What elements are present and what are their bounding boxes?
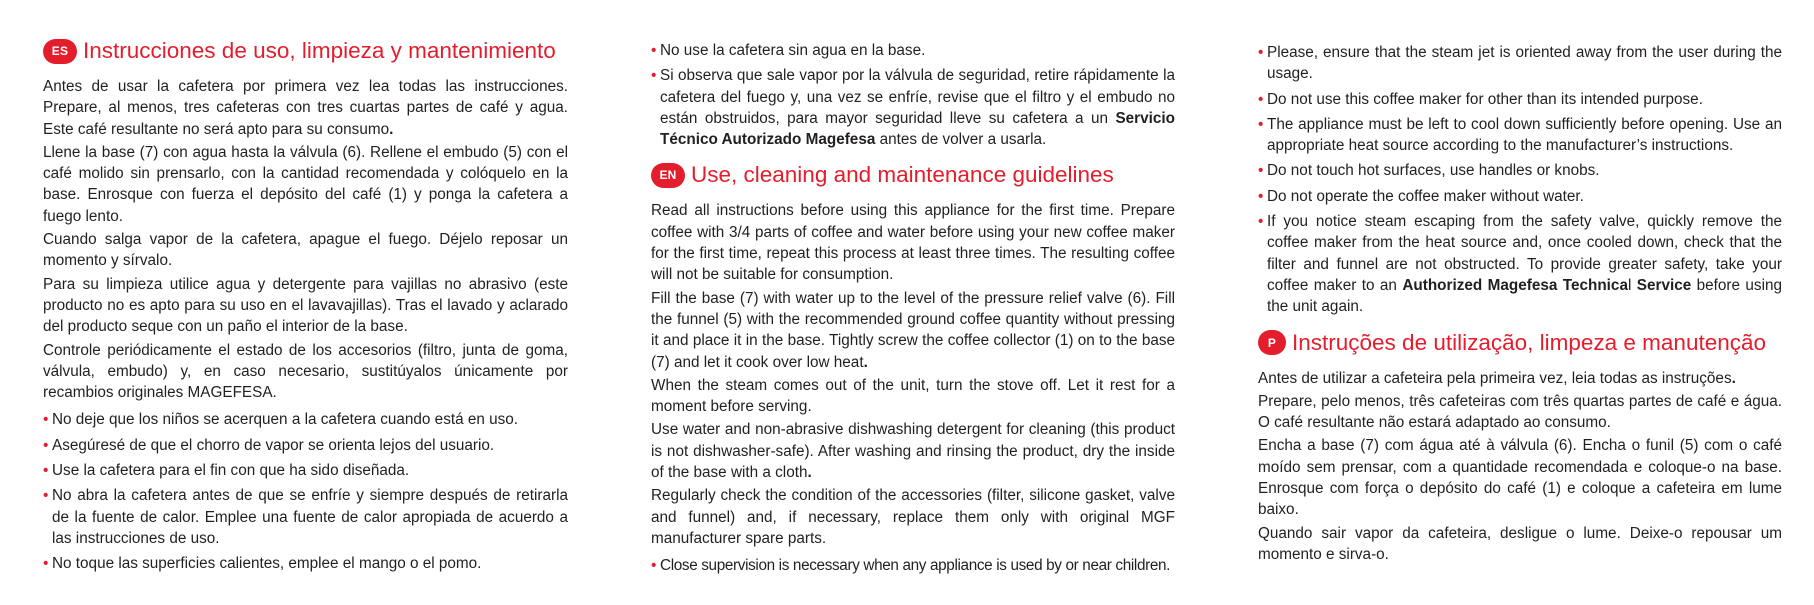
paragraph: Encha a base (7) com água até à válvula (6). Encha o funil (5) com o café moído sem prensar, com a quantidade recomendada e coloque-o na base. Enrosque com força o depósito do café (1) e coloque a cafeteira em lume baixo. bbox=[1258, 437, 1782, 519]
language-badge-en: EN bbox=[651, 163, 685, 188]
section-heading-en bbox=[651, 160, 1175, 190]
list-item: • Asegúresé de que el chorro de vapor se orienta lejos del usuario. bbox=[43, 435, 568, 456]
language-badge-es: ES bbox=[43, 39, 77, 64]
bullet-list-en-continued bbox=[1258, 42, 1782, 318]
list-item: • Do not use this coffee maker for other than its intended purpose. bbox=[1258, 89, 1782, 110]
paragraph: When the steam comes out of the unit, turn the stove off. Let it rest for a moment before serving. bbox=[651, 376, 1175, 416]
paragraph: Antes de utilizar a cafeteira pela primeira vez, leia todas as instruções. bbox=[1258, 369, 1736, 387]
column-spanish bbox=[43, 36, 568, 579]
list-item: • Do not touch hot surfaces, use handles or knobs. bbox=[1258, 160, 1782, 181]
paragraph: Llene la base (7) con agua hasta la válvula (6). Rellene el embudo (5) con el café molido sin prensarlo, con la cantidad recomendada y colóquelo en la base. Enrosque con fuerza el depósito del café (1) y ponga la cafetera a fuego lento. bbox=[43, 143, 568, 225]
column-middle bbox=[651, 40, 1175, 581]
list-item: • Do not operate the coffee maker without water. bbox=[1258, 186, 1782, 207]
list-item: • The appliance must be left to cool down sufficiently before opening. Use an appropriate heat source according to the manufacturer’s instructions. bbox=[1258, 114, 1782, 157]
paragraph: Read all instructions before using this appliance for the first time. Prepare coffee with 3/4 parts of coffee and water before using your new coffee maker for the first time, repeat this process at least three times. The resulting coffee will not be suitable for consumption. bbox=[651, 202, 1175, 284]
section-title-pt: Instruções de utilização, limpeza e manutenção bbox=[1292, 329, 1767, 355]
section-heading-es bbox=[43, 36, 568, 66]
list-item: • Use la cafetera para el fin con que ha sido diseñada. bbox=[43, 460, 568, 481]
section-title-en: Use, cleaning and maintenance guidelines bbox=[691, 162, 1114, 188]
paragraph: Fill the base (7) with water up to the level of the pressure relief valve (6). Fill the funnel (5) with the recommended ground coffee quantity without pressing it and place it in the base. Tightly screw the coffee collector (1) on to the base (7) and let it cook over low heat. bbox=[651, 289, 1175, 371]
column-right bbox=[1258, 42, 1782, 567]
language-badge-pt: P bbox=[1258, 330, 1286, 355]
list-item: • Please, ensure that the steam jet is oriented away from the user during the usage. bbox=[1258, 42, 1782, 85]
section-title-es: Instrucciones de uso, limpieza y mantenimiento bbox=[83, 38, 556, 63]
list-item: • If you notice steam escaping from the safety valve, quickly remove the coffee maker from the heat source and, once cooled down, check that the filter and funnel are not obstructed. To provide greater safety, take your coffee maker to an Authorized Magefesa Technical Service before using the unit again. bbox=[1258, 211, 1782, 317]
paragraph: Regularly check the condition of the accessories (filter, silicone gasket, valve and funnel) and, if necessary, replace them only with original MGF manufacturer spare parts. bbox=[651, 487, 1175, 547]
section-heading-pt bbox=[1258, 328, 1782, 358]
paragraph: Prepare, pelo menos, três cafeteiras com três quartas partes de café e água. O café resultante não estará adaptado ao consumo. bbox=[1258, 392, 1782, 432]
paragraph: Cuando salga vapor de la cafetera, apague el fuego. Déjelo reposar un momento y sírvalo. bbox=[43, 231, 568, 270]
paragraph: Para su limpieza utilice agua y detergente para vajillas no abrasivo (este producto no es apto para su uso en el lavavajillas). Tras el lavado y aclarado del producto seque con un paño el interior de la base. bbox=[43, 275, 568, 336]
list-item: • No toque las superficies calientes, emplee el mango o el pomo. bbox=[43, 553, 568, 574]
bullet-list-es bbox=[43, 409, 568, 574]
bullet-list-en bbox=[651, 555, 1175, 576]
list-item: • No abra la cafetera antes de que se enfríe y siempre después de retirarla de la fuente de calor. Emplee una fuente de calor apropiada de acuerdo a las instrucciones de uso. bbox=[43, 485, 568, 549]
paragraph: Controle periódicamente el estado de los accesorios (filtro, junta de goma, válvula, embudo) y, en caso necesario, sustitúyalos únicamente por recambios originales MAGEFESA. bbox=[43, 341, 568, 402]
paragraph: Use water and non-abrasive dishwashing detergent for cleaning (this product is not dishwasher-safe). After washing and rinsing the product, dry the inside of the base with a cloth. bbox=[651, 421, 1175, 482]
list-item: • No deje que los niños se acerquen a la cafetera cuando está en uso. bbox=[43, 409, 568, 430]
bullet-list-es-continued bbox=[651, 40, 1175, 150]
list-item: • Close supervision is necessary when any appliance is used by or near children. bbox=[651, 555, 1175, 576]
list-item: • No use la cafetera sin agua en la base. bbox=[651, 40, 1175, 61]
paragraph: Antes de usar la cafetera por primera vez lea todas las instrucciones. Prepare, al menos, tres cafeteras con tres cuartas partes de café y agua. Este café resultante no será apto para su consumo. bbox=[43, 78, 568, 138]
list-item: • Si observa que sale vapor por la válvula de seguridad, retire rápidamente la cafetera del fuego y, una vez se enfríe, revise que el filtro y el embudo no están obstruidos, para mayor seguridad lleve su cafetera a un Servicio Técnico Autorizado Magefesa antes de volver a usarla. bbox=[651, 65, 1175, 150]
paragraph: Quando sair vapor da cafeteira, desligue o lume. Deixe-o repousar um momento e sirva-o. bbox=[1258, 524, 1782, 563]
